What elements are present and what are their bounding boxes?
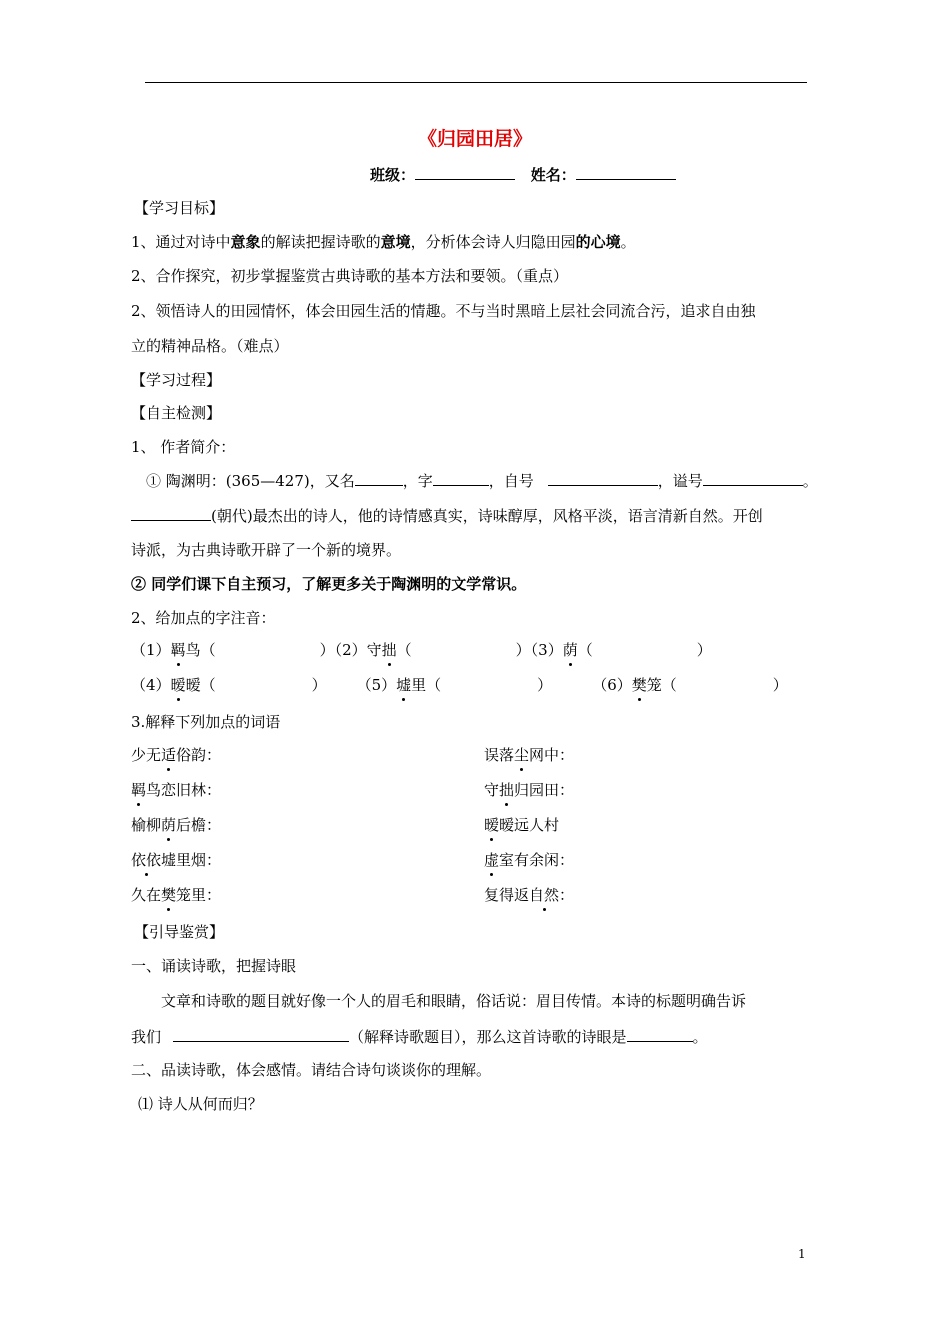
vocab-right-5: 复得返自然： <box>484 886 575 904</box>
name-blank[interactable] <box>576 164 676 180</box>
dotted-char: 荫 <box>562 641 578 659</box>
vocab-right-3: 暧暧远人村 <box>484 816 560 834</box>
dotted-char: 拙 <box>381 641 397 659</box>
courtesy-name-blank[interactable] <box>433 470 489 486</box>
vocab-right-4: 虚室有余闲： <box>484 851 575 869</box>
dotted-char: 暧 <box>170 676 186 694</box>
class-name-row <box>370 164 676 185</box>
poem-eye-blank[interactable] <box>627 1026 693 1042</box>
dynasty-blank[interactable] <box>131 505 211 521</box>
vocab-left-2: 羁鸟恋旧林： <box>131 781 222 799</box>
page-number: 1 <box>798 1247 806 1261</box>
alias-blank[interactable] <box>355 470 403 486</box>
dotted-char: 墟 <box>396 676 412 694</box>
author-line-2: (朝代)最杰出的诗人，他的诗情感真实，诗味醇厚，风格平淡，语言清新自然。开创 <box>131 505 763 526</box>
objectives-heading: 【学习目标】 <box>134 199 225 217</box>
objective-1: 1、通过对诗中意象的解读把握诗歌的意境，分析体会诗人归隐田园的心境。 <box>131 233 636 251</box>
dotted-char: 羁 <box>170 641 186 659</box>
doc-title: 《归园田居》 <box>417 128 532 150</box>
guide-para-2: 我们 （解释诗歌题目），那么这首诗歌的诗眼是 。 <box>131 1028 708 1046</box>
name-label: 姓名： <box>530 166 576 184</box>
class-label: 班级： <box>370 166 416 184</box>
pinyin-row-2: （4）暧暧（ ） （5）墟里（ ） （6）樊笼（ ） <box>131 676 788 694</box>
objective-3b: 立的精神品格。（难点） <box>131 337 289 355</box>
vocab-left-4: 依依墟里烟： <box>131 851 222 869</box>
vocab-heading: 3.解释下列加点的词语 <box>131 713 281 731</box>
author-line-3: 诗派，为古典诗歌开辟了一个新的境界。 <box>131 541 402 559</box>
author-heading: 1、 作者简介： <box>131 438 236 456</box>
guide-section-2: 二、品读诗歌，体会感情。请结合诗句谈谈你的理解。 <box>131 1061 492 1079</box>
header-rule <box>145 82 807 83</box>
objective-3a: 2、领悟诗人的田园情怀，体会田园生活的情趣。不与当时黑暗上层社会同流合污，追求自由独 <box>131 302 756 320</box>
guide-heading: 【引导鉴赏】 <box>134 923 225 941</box>
dotted-char: 樊 <box>631 676 647 694</box>
self-check-heading: 【自主检测】 <box>131 404 222 422</box>
vocab-left-5: 久在樊笼里： <box>131 886 222 904</box>
author-line-1: ① 陶渊明：(365—427)，又名 ，字 ，自号 ，谥号 。 <box>146 472 818 490</box>
vocab-right-2: 守拙归园田： <box>484 781 575 799</box>
process-heading: 【学习过程】 <box>131 371 222 389</box>
objective-2: 2、合作探究，初步掌握鉴赏古典诗歌的基本方法和要领。（重点） <box>131 267 569 285</box>
self-title-blank[interactable] <box>548 470 658 486</box>
author-line-4: ② 同学们课下自主预习，了解更多关于陶渊明的文学常识。 <box>131 575 527 593</box>
class-blank[interactable] <box>415 164 515 180</box>
vocab-left-3: 榆柳荫后檐： <box>131 816 222 834</box>
guide-para-1: 文章和诗歌的题目就好像一个人的眉毛和眼睛，俗话说：眉目传情。本诗的标题明确告诉 <box>161 992 747 1010</box>
pinyin-row-1: （1）羁鸟（ ）（2）守拙（ ）（3）荫（ ） <box>131 641 712 659</box>
guide-question-1: ⑴ 诗人从何而归？ <box>138 1095 263 1113</box>
vocab-left-1: 少无适俗韵： <box>131 746 222 764</box>
title-meaning-blank[interactable] <box>173 1026 349 1042</box>
pinyin-heading: 2、给加点的字注音： <box>131 609 276 627</box>
posthumous-name-blank[interactable] <box>703 470 803 486</box>
guide-section-1: 一、诵读诗歌，把握诗眼 <box>131 957 297 975</box>
vocab-right-1: 误落尘网中： <box>484 746 575 764</box>
